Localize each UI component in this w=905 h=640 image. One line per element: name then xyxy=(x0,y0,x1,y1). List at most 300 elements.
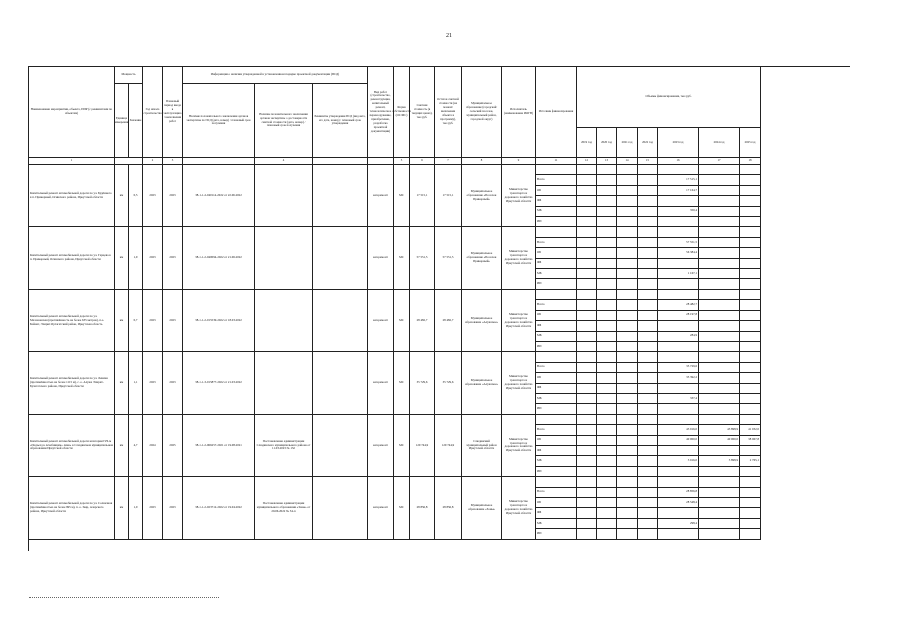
amount-cell xyxy=(597,363,617,373)
unit-cell: км xyxy=(115,477,129,539)
reliability-cell: Постановление администрации муниципального образования «Зоны» от 29.06.2022 № 34-п xyxy=(255,477,313,539)
header-year-2019: 2019 год xyxy=(577,128,597,158)
amount-cell: 2 765,1 xyxy=(740,456,761,466)
header-start-year: Год начала строительства xyxy=(143,67,163,158)
amount-cell xyxy=(638,467,658,477)
amount-cell xyxy=(597,404,617,414)
amount-cell xyxy=(577,373,597,383)
amount-spacer xyxy=(699,352,740,362)
header-estimated-cost: Сметная стоимость (в текущих ценах), тыс.руб. xyxy=(410,67,435,158)
amount-cell xyxy=(740,238,761,248)
funding-source-label: ОБ xyxy=(536,248,577,258)
amount-cell xyxy=(577,269,597,279)
column-number: 12 xyxy=(577,158,597,165)
amount-cell xyxy=(658,404,699,414)
amount-cell: 38 967,8 xyxy=(740,436,761,446)
start-year-cell: 2023 xyxy=(143,227,163,289)
ownership-cell: МС xyxy=(394,290,410,352)
amount-cell xyxy=(597,321,617,331)
amount-cell xyxy=(740,279,761,289)
estimated-cost-cell: 28 856,8 xyxy=(410,477,435,539)
funding-source-label: Всего xyxy=(536,300,577,310)
amount-cell xyxy=(699,467,740,477)
header-year-2020: 2020 год xyxy=(597,128,617,158)
amount-spacer xyxy=(617,290,638,300)
amount-cell xyxy=(577,456,597,466)
amount-cell xyxy=(699,238,740,248)
amount-cell: 28 482,7 xyxy=(658,300,699,310)
amount-cell xyxy=(740,373,761,383)
funding-source-label: ОБ xyxy=(536,311,577,321)
municipality-cell: Муниципальное образование «Алужское» xyxy=(462,290,502,352)
amount-cell xyxy=(617,238,638,248)
header-municipality: Муниципальное образование (городской/сельский поселок, муниципальный район, городской округ) xyxy=(462,67,502,158)
start-year-cell: 2023 xyxy=(143,290,163,352)
amount-cell xyxy=(597,207,617,217)
approval-cell xyxy=(313,415,368,477)
object-name: Капитальный ремонт автомобильной дороги категории IV6-м «Подъезд к лечебницам» лина» в Слюдянском муниципальном образовании Иркутской области xyxy=(29,415,115,477)
amount-cell xyxy=(699,519,740,529)
amount-cell: 337,4 xyxy=(658,394,699,404)
column-number: 17 xyxy=(699,158,740,165)
amount-cell xyxy=(699,175,740,185)
amount-cell xyxy=(699,196,740,206)
header-capacity: Мощность xyxy=(115,67,143,84)
object-name: Капитальный ремонт автомобильной дороги по ул. Солнечная (протяжённостью не более 995 м), п. о. Заяр, Аларского района, Иркутской области xyxy=(29,477,115,539)
column-number xyxy=(115,158,143,165)
amount-cell xyxy=(577,508,597,518)
amount-spacer xyxy=(577,352,597,362)
amount-cell xyxy=(638,425,658,435)
amount-cell xyxy=(740,217,761,227)
amount-cell xyxy=(597,217,617,227)
amount-cell xyxy=(699,269,740,279)
reliability-cell xyxy=(255,165,313,227)
amount-cell xyxy=(740,342,761,352)
financing-table xyxy=(28,66,850,551)
unit-cell: км xyxy=(115,352,129,414)
work-type-cell: кап.ремонт xyxy=(368,290,394,352)
amount-spacer xyxy=(638,477,658,487)
municipality-cell: Муниципальное образование «Алужское» xyxy=(462,352,502,414)
amount-cell xyxy=(638,175,658,185)
amount-cell xyxy=(577,238,597,248)
header-docs-info: Информация о наличии утвержденной в установленном порядке проектной документации (ПСД) xyxy=(183,67,368,84)
amount-cell xyxy=(577,186,597,196)
amount-cell xyxy=(577,207,597,217)
amount-spacer xyxy=(658,227,699,237)
funding-source-label: ФБ xyxy=(536,259,577,269)
amount-cell xyxy=(577,498,597,508)
value-cell: 1,0 xyxy=(129,477,143,539)
amount-cell xyxy=(740,467,761,477)
amount-cell xyxy=(658,321,699,331)
header-unit: Единица измерения xyxy=(115,84,129,158)
amount-cell: 28 197,8 xyxy=(658,311,699,321)
work-type-cell: кап.ремонт xyxy=(368,227,394,289)
header-value: Значение xyxy=(129,84,143,158)
footer-divider xyxy=(29,597,219,598)
amount-cell xyxy=(638,269,658,279)
funding-source-label: ИИ xyxy=(536,404,577,414)
amount-cell xyxy=(658,508,699,518)
executor-cell: Министерство транспорта и дорожного хозяйства Иркутской области xyxy=(502,290,536,352)
amount-cell xyxy=(597,248,617,258)
amount-cell xyxy=(617,508,638,518)
header-name: Наименование мероприятия, объекта, ПИР (с реквизитами по объектам) xyxy=(29,67,115,158)
ownership-cell: МС xyxy=(394,165,410,227)
amount-spacer xyxy=(617,165,638,175)
end-year-cell: 2023 xyxy=(163,227,183,289)
amount-cell xyxy=(699,311,740,321)
approval-cell xyxy=(313,352,368,414)
amount-cell xyxy=(638,404,658,414)
amount-cell xyxy=(699,217,740,227)
amount-cell xyxy=(699,279,740,289)
header-ownership: Форма собственности (ОС/МС) xyxy=(394,67,410,158)
end-year-cell: 2023 xyxy=(163,290,183,352)
amount-cell xyxy=(638,186,658,196)
amount-cell xyxy=(577,196,597,206)
amount-spacer xyxy=(577,165,597,175)
municipality-cell: Муниципальное образование «Поселок Прикорный» xyxy=(462,227,502,289)
funding-source-label: ФБ xyxy=(536,321,577,331)
header-funding-volume: Объемы финансирования, тыс.руб. xyxy=(577,67,761,128)
amount-cell xyxy=(617,332,638,342)
amount-cell xyxy=(597,529,617,539)
amount-cell xyxy=(597,508,617,518)
amount-spacer xyxy=(658,415,699,425)
remaining-cost-cell: 17 515,1 xyxy=(435,165,462,227)
amount-cell xyxy=(638,207,658,217)
object-name: Капитальный ремонт автомобильной дороги по ул. Ленина (протяжённостью не более 1115 м), с. о. Алужа Эхирит-Булагатского района, Иркутской области xyxy=(29,352,115,414)
amount-cell xyxy=(699,300,740,310)
amount-cell: 28 548,4 xyxy=(658,498,699,508)
funding-source-spacer xyxy=(536,352,577,362)
amount-cell xyxy=(577,394,597,404)
funding-source-label: Всего xyxy=(536,425,577,435)
amount-cell xyxy=(617,384,638,394)
amount-cell xyxy=(577,342,597,352)
amount-cell xyxy=(617,446,638,456)
amount-cell xyxy=(740,488,761,498)
amount-cell xyxy=(577,446,597,456)
amount-cell: 43 916,0 xyxy=(658,425,699,435)
approval-cell xyxy=(313,165,368,227)
amount-spacer xyxy=(658,477,699,487)
amount-cell xyxy=(638,217,658,227)
header-year-2024: 2024 год xyxy=(699,128,740,158)
start-year-cell: 2024 xyxy=(143,415,163,477)
header-reliability: Наличие положительного заключения органов экспертизы о достоверности сметной стоимости (дата, номер) / плановый срок получения xyxy=(255,84,313,158)
header-year-2023: 2023 год xyxy=(658,128,699,158)
amount-cell xyxy=(699,404,740,414)
executor-cell: Министерство транспорта и дорожного хозяйства Иркутской области xyxy=(502,227,536,289)
funding-source-spacer xyxy=(536,415,577,425)
amount-cell xyxy=(617,300,638,310)
reliability-cell xyxy=(255,352,313,414)
amount-cell xyxy=(638,384,658,394)
amount-cell xyxy=(740,300,761,310)
amount-spacer xyxy=(740,415,761,425)
amount-cell xyxy=(617,519,638,529)
remaining-cost-cell: 35 729,6 xyxy=(435,352,462,414)
amount-cell xyxy=(597,488,617,498)
executor-cell: Министерство транспорта и дорожного хозяйства Иркутской области xyxy=(502,165,536,227)
funding-source-label: ФБ xyxy=(536,446,577,456)
amount-cell xyxy=(740,248,761,258)
column-number: 14 xyxy=(617,158,638,165)
amount-spacer xyxy=(617,227,638,237)
amount-spacer xyxy=(617,477,638,487)
amount-cell xyxy=(740,332,761,342)
amount-cell xyxy=(658,467,699,477)
amount-cell xyxy=(638,279,658,289)
amount-cell: 57 551,5 xyxy=(658,238,699,248)
funding-source-label: МБ xyxy=(536,456,577,466)
header-year-2025: 2025 год xyxy=(740,128,761,158)
page-number: 21 xyxy=(446,33,452,39)
amount-cell xyxy=(617,498,638,508)
amount-cell xyxy=(617,196,638,206)
amount-cell xyxy=(617,248,638,258)
amount-cell xyxy=(597,279,617,289)
amount-cell xyxy=(597,300,617,310)
amount-cell xyxy=(597,519,617,529)
end-year-cell: 2023 xyxy=(163,352,183,414)
funding-source-label: ОБ xyxy=(536,373,577,383)
amount-spacer xyxy=(597,352,617,362)
amount-cell xyxy=(740,207,761,217)
column-number: 5 xyxy=(394,158,410,165)
expertise-cell: 38-1-1-2-066257-2021 от 19.08.2021 xyxy=(183,415,255,477)
amount-cell xyxy=(658,217,699,227)
municipality-cell: Муниципальное образование «Зоны» xyxy=(462,477,502,539)
amount-cell xyxy=(638,436,658,446)
municipality-cell: Муниципальное образование «Поселок Прикорный» xyxy=(462,165,502,227)
amount-cell xyxy=(699,332,740,342)
expertise-cell: 38-1-1-2-040114-2022 от 22.06.2022 xyxy=(183,165,255,227)
amount-cell xyxy=(617,186,638,196)
amount-cell: 40 000,0 xyxy=(699,436,740,446)
amount-spacer xyxy=(577,415,597,425)
column-number: 8 xyxy=(462,158,502,165)
funding-source-label: ОБ xyxy=(536,436,577,446)
amount-spacer xyxy=(597,165,617,175)
amount-cell xyxy=(638,519,658,529)
column-number: 11 xyxy=(536,158,577,165)
amount-cell xyxy=(699,488,740,498)
amount-cell xyxy=(597,332,617,342)
amount-cell xyxy=(740,529,761,539)
work-type-cell: кап.ремонт xyxy=(368,165,394,227)
amount-cell xyxy=(577,248,597,258)
amount-cell xyxy=(617,269,638,279)
amount-cell xyxy=(597,456,617,466)
amount-cell xyxy=(597,498,617,508)
amount-cell xyxy=(617,529,638,539)
amount-cell: 41 032,0 xyxy=(740,425,761,435)
amount-spacer xyxy=(597,227,617,237)
amount-cell xyxy=(597,384,617,394)
amount-cell xyxy=(597,373,617,383)
amount-cell xyxy=(658,342,699,352)
amount-cell xyxy=(577,384,597,394)
amount-cell xyxy=(740,363,761,373)
amount-cell xyxy=(597,425,617,435)
amount-cell xyxy=(638,248,658,258)
amount-cell xyxy=(699,207,740,217)
amount-cell xyxy=(617,425,638,435)
amount-cell xyxy=(699,248,740,258)
amount-cell: 43 898,9 xyxy=(699,425,740,435)
amount-cell xyxy=(617,175,638,185)
amount-spacer xyxy=(577,477,597,487)
amount-cell: 35 392,2 xyxy=(658,373,699,383)
amount-cell xyxy=(658,384,699,394)
amount-cell xyxy=(638,300,658,310)
amount-spacer xyxy=(740,477,761,487)
expertise-cell: 38-1-1-2-023712-2022 от 19.04.2022 xyxy=(183,477,255,539)
estimated-cost-cell: 17 515,1 xyxy=(410,165,435,227)
funding-source-label: МБ xyxy=(536,394,577,404)
amount-cell xyxy=(577,488,597,498)
amount-cell xyxy=(577,519,597,529)
funding-source-label: ОБ xyxy=(536,498,577,508)
ownership-cell: МС xyxy=(394,415,410,477)
amount-cell xyxy=(740,186,761,196)
amount-cell xyxy=(617,259,638,269)
funding-source-spacer xyxy=(536,477,577,487)
funding-source-label: ФБ xyxy=(536,384,577,394)
column-number xyxy=(313,158,368,165)
amount-cell xyxy=(577,467,597,477)
funding-source-label: ФБ xyxy=(536,508,577,518)
value-cell: 1,9 xyxy=(129,227,143,289)
start-year-cell: 2023 xyxy=(143,477,163,539)
amount-spacer xyxy=(617,352,638,362)
amount-cell xyxy=(617,311,638,321)
funding-source-label: МБ xyxy=(536,332,577,342)
amount-cell xyxy=(699,321,740,331)
amount-cell xyxy=(597,186,617,196)
amount-cell xyxy=(577,529,597,539)
column-number: 3 xyxy=(163,158,183,165)
amount-cell xyxy=(658,279,699,289)
estimated-cost-cell: 35 729,6 xyxy=(410,352,435,414)
amount-cell xyxy=(740,519,761,529)
amount-cell xyxy=(597,311,617,321)
amount-cell: 17 515,1 xyxy=(658,175,699,185)
amount-cell xyxy=(617,217,638,227)
amount-spacer xyxy=(577,227,597,237)
amount-spacer xyxy=(638,352,658,362)
amount-cell: 17 164,7 xyxy=(658,186,699,196)
amount-cell xyxy=(699,508,740,518)
amount-cell xyxy=(617,342,638,352)
amount-cell xyxy=(577,300,597,310)
amount-cell xyxy=(699,384,740,394)
amount-cell xyxy=(597,238,617,248)
end-year-cell: 2023 xyxy=(163,165,183,227)
amount-cell xyxy=(617,404,638,414)
executor-cell: Министерство транспорта и дорожного хозяйства Иркутской области xyxy=(502,415,536,477)
amount-spacer xyxy=(699,290,740,300)
amount-cell: 3 916,0 xyxy=(658,456,699,466)
amount-cell xyxy=(740,259,761,269)
column-number: 2 xyxy=(143,158,163,165)
column-number xyxy=(368,158,394,165)
funding-source-spacer xyxy=(536,290,577,300)
header-work-type: Вид работ (строительство, реконструкция, капитальный ремонт, технологическое перевооружение, приобретение, разработка проектной документации) xyxy=(368,67,394,158)
amount-spacer xyxy=(740,165,761,175)
municipality-cell: Слюдянский муниципальный район Иркутской области xyxy=(462,415,502,477)
amount-cell: 3 898,9 xyxy=(699,456,740,466)
amount-cell xyxy=(617,373,638,383)
amount-cell xyxy=(638,332,658,342)
remaining-cost-cell: 129 744,9 xyxy=(435,415,462,477)
estimated-cost-cell: 57 551,5 xyxy=(410,227,435,289)
approval-cell xyxy=(313,290,368,352)
amount-cell xyxy=(638,196,658,206)
amount-cell xyxy=(617,436,638,446)
amount-cell xyxy=(597,436,617,446)
amount-cell xyxy=(617,207,638,217)
column-number xyxy=(183,158,255,165)
object-name: Капитальный ремонт автомобильной дороги по ул. Будённого в п. Прикорный, Осинского района, Иркутской области xyxy=(29,165,115,227)
amount-spacer xyxy=(597,477,617,487)
expertise-cell: 38-1-1-3-015877-2022 от 21.03.2022 xyxy=(183,352,255,414)
amount-cell: 284,9 xyxy=(658,332,699,342)
remaining-cost-cell: 28 482,7 xyxy=(435,290,462,352)
amount-spacer xyxy=(740,352,761,362)
amount-cell xyxy=(597,196,617,206)
amount-spacer xyxy=(617,415,638,425)
amount-cell: 56 384,4 xyxy=(658,248,699,258)
executor-cell: Министерство транспорта и дорожного хозяйства Иркутской области xyxy=(502,352,536,414)
amount-cell xyxy=(638,259,658,269)
column-number: 16 xyxy=(658,158,699,165)
amount-spacer xyxy=(638,227,658,237)
funding-source-spacer xyxy=(536,165,577,175)
amount-cell: 40 000,0 xyxy=(658,436,699,446)
amount-cell xyxy=(638,488,658,498)
funding-source-spacer xyxy=(536,227,577,237)
amount-cell xyxy=(617,279,638,289)
amount-cell xyxy=(699,498,740,508)
column-number: 7 xyxy=(435,158,462,165)
amount-cell xyxy=(597,394,617,404)
amount-spacer xyxy=(740,227,761,237)
column-number: 6 xyxy=(410,158,435,165)
amount-cell xyxy=(699,394,740,404)
column-number: 1 xyxy=(29,158,115,165)
ownership-cell: МС xyxy=(394,477,410,539)
amount-cell xyxy=(617,394,638,404)
header-approval: Реквизиты утверждения ПСД (вид акта, его дата, номер) / плановый срок утверждения xyxy=(313,84,368,158)
amount-cell xyxy=(617,456,638,466)
start-year-cell: 2023 xyxy=(143,352,163,414)
amount-cell xyxy=(658,529,699,539)
value-cell: 0,5 xyxy=(129,165,143,227)
amount-spacer xyxy=(658,165,699,175)
column-number: 9 xyxy=(502,158,536,165)
funding-source-label: ОБ xyxy=(536,186,577,196)
amount-cell xyxy=(699,446,740,456)
object-name: Капитальный ремонт автомобильной дороги по ул. Гарцева в п. Прикорный, Осинского района, Иркутской области xyxy=(29,227,115,289)
amount-cell xyxy=(740,508,761,518)
amount-cell xyxy=(740,384,761,394)
